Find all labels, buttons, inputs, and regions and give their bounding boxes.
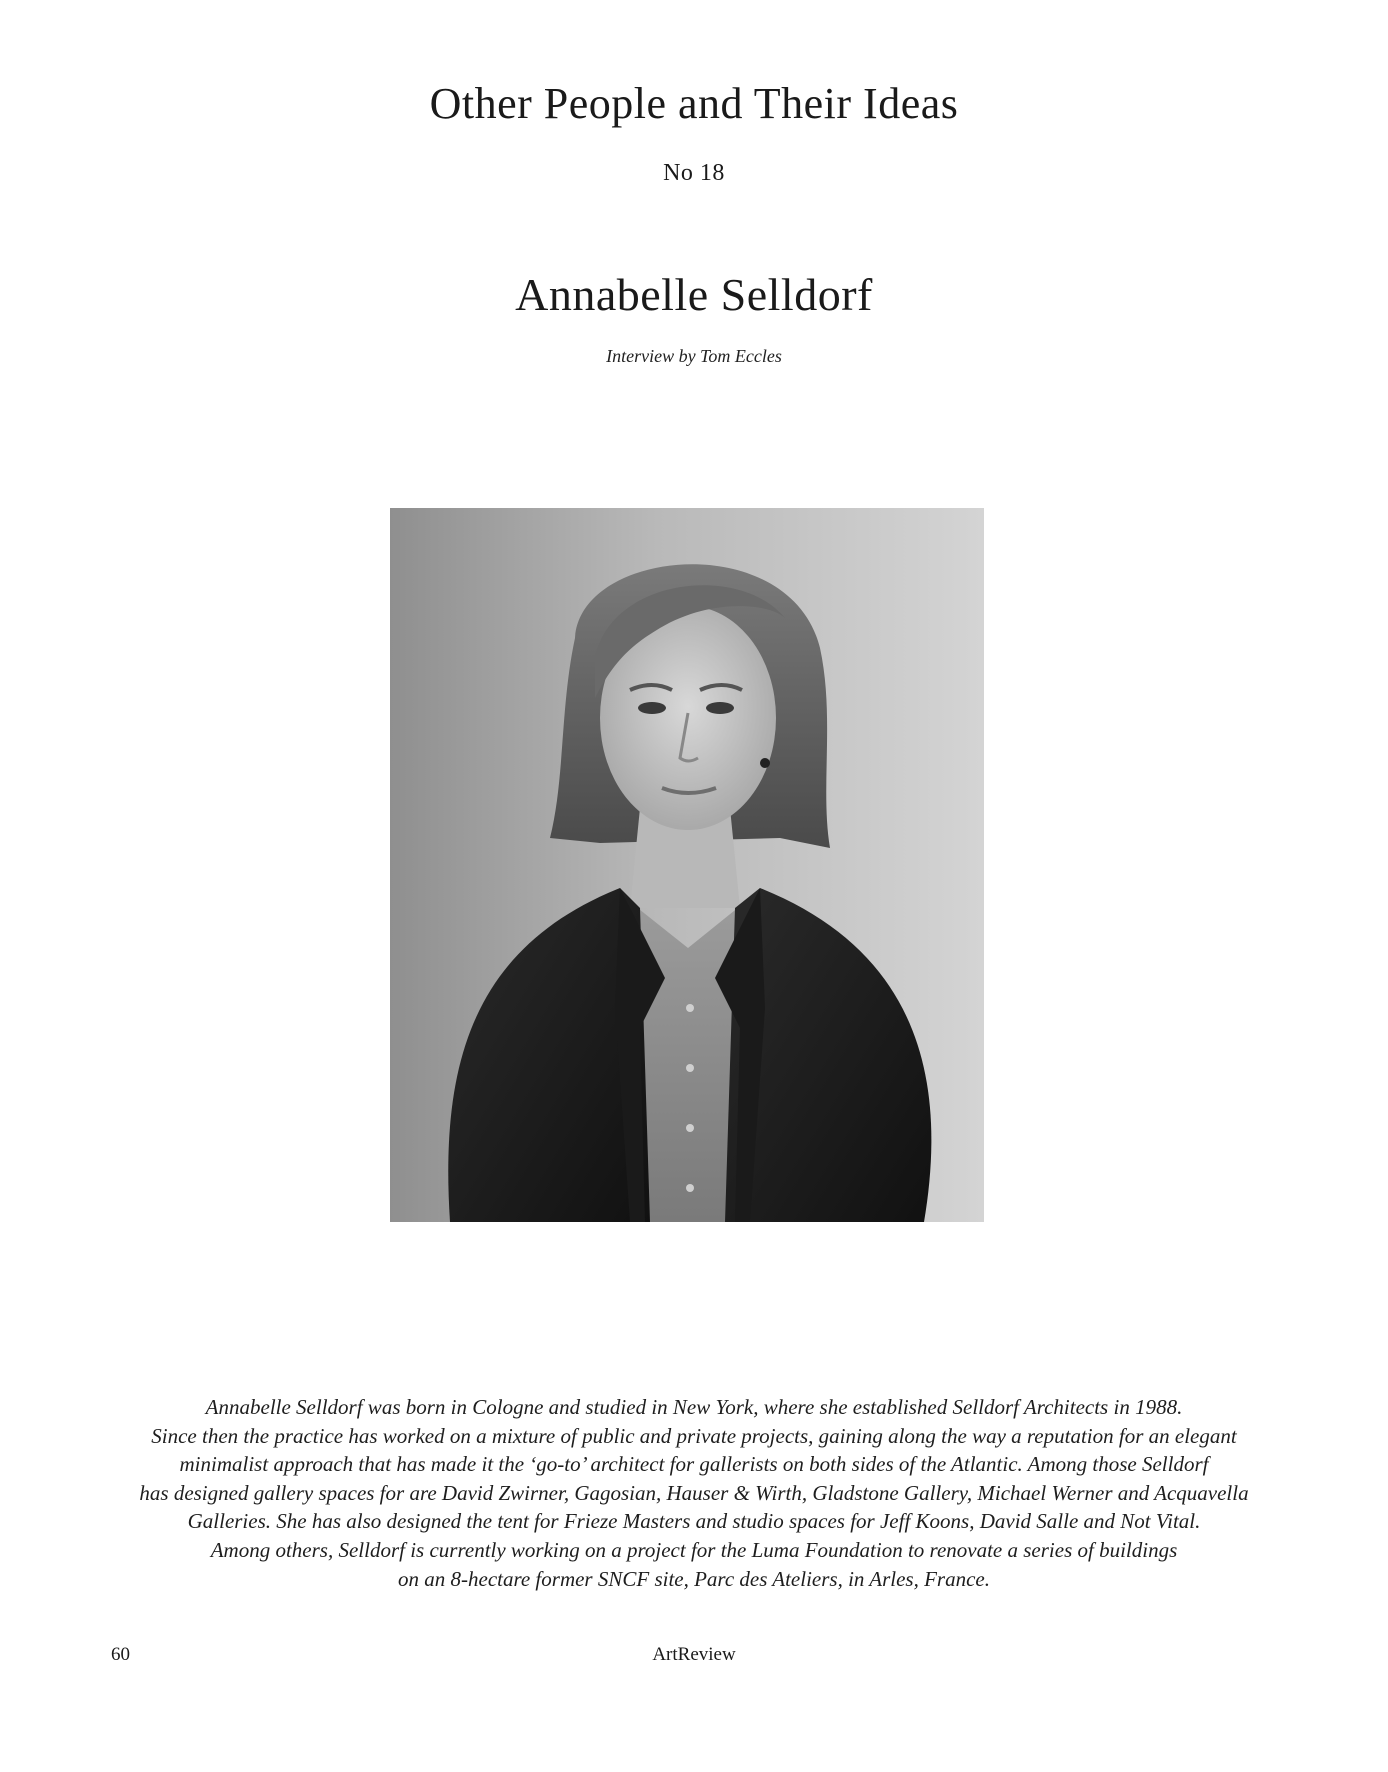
intro-paragraph [100, 1393, 1288, 1593]
page-number: 60 [111, 1644, 130, 1665]
byline: Interview by Tom Eccles [606, 346, 782, 366]
issue-number: No 18 [663, 160, 725, 186]
intro-line: minimalist approach that has made it the ‘go-to’ architect for gallerists on both sides of the Atlantic. Among those Selldorf [179, 1452, 1209, 1477]
portrait-photo [390, 508, 984, 1222]
magazine-name: ArtReview [652, 1644, 736, 1665]
portrait-illustration [390, 508, 984, 1222]
intro-line: Since then the practice has worked on a mixture of public and private projects, gaining along the way a reputation for an elegant [151, 1423, 1237, 1448]
intro-line: on an 8-hectare former SNCF site, Parc des Ateliers, in Arles, France. [398, 1566, 990, 1591]
intro-line: Galleries. She has also designed the tent for Frieze Masters and studio spaces for Jeff Koons, David Salle and Not Vital. [187, 1509, 1201, 1534]
intro-line: has designed gallery spaces for are David Zwirner, Gagosian, Hauser & Wirth, Gladstone Gallery, Michael Werner and Acquavella [139, 1480, 1249, 1505]
intro-line: Among others, Selldorf is currently working on a project for the Luma Foundation to renovate a series of buildings [210, 1537, 1178, 1562]
subject-name: Annabelle Selldorf [515, 269, 873, 320]
series-title: Other People and Their Ideas [429, 79, 959, 128]
intro-line: Annabelle Selldorf was born in Cologne and studied in New York, where she established Selldorf Architects in 1988. [205, 1395, 1183, 1419]
